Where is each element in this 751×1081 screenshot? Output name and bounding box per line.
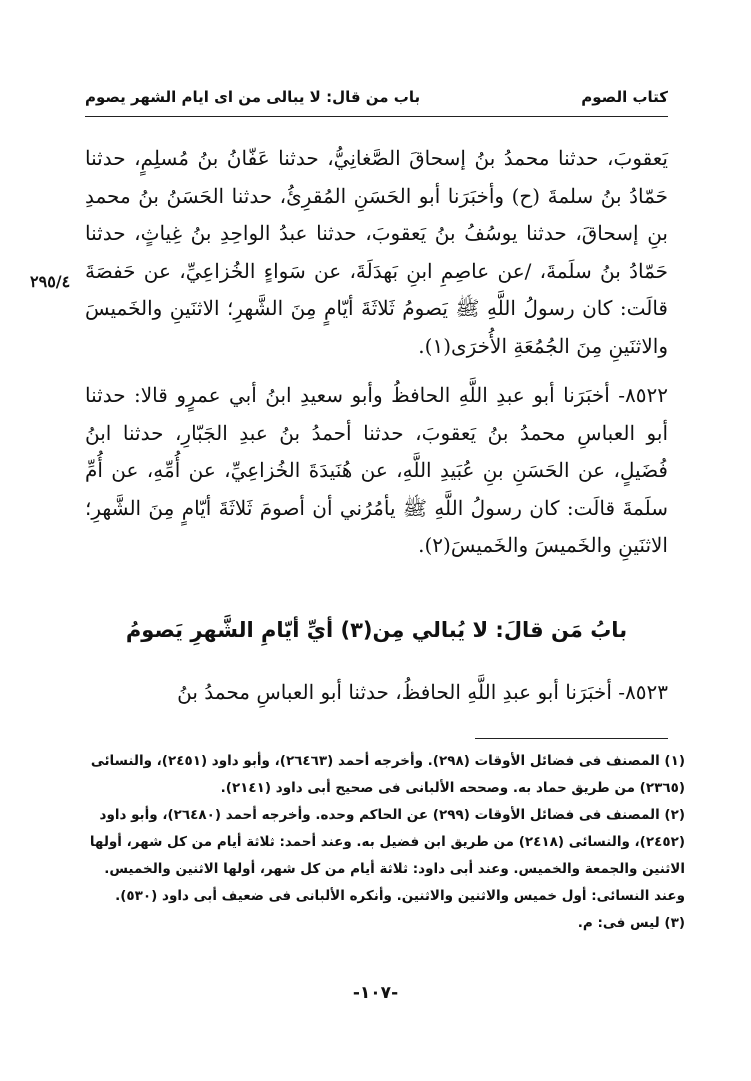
page-header — [85, 80, 668, 117]
footnote: (٣) ليس فى: م. — [577, 915, 685, 931]
hadith-paragraph: ٨٥٢٢- أخبَرَنا أبو عبدِ اللَّهِ الحافظُ وأبو سعيدِ ابنُ أبي عمرٍو قالا: حدثنا أبو العباسِ محمدُ بنُ يَعقوبَ، حدثنا أحمدُ بنُ عبدِ الجَبّارِ، حدثنا ابنُ فُضَيلٍ، عن الحَسَنِ بنِ عُبَيدِ اللَّهِ، عن هُنَيدَةَ الخُزاعِيِّ، عن أُمِّهِ، عن أُمِّ سلَمةَ قالَت: كان رسولُ اللَّهِ ﷺ يأمُرُني أن أصومَ ثَلاثَةَ أيّامٍ مِنَ الشَّهرِ؛ الاثنَينِ والخَميسَ والخَميسَ(٢). — [85, 383, 668, 557]
main-text — [85, 140, 668, 565]
footnote: (٢) المصنف فى فضائل الأوقات (٢٩٩) عن الحاكم وحده. وأخرجه أحمد (٢٦٤٨٠)، وأبو داود (٢٤٥٢)، والنسائى (٢٤١٨) من طريق ابن فضيل به. وعند أحمد: ثلاثة أيام من كل شهر، أولها الاثنين والجمعة والخميس. وعند أبى داود: ثلاثة أيام من كل شهر، أولها الاثنين والخميس. وعند النسائى: أول خميس والاثنين والاثنين. وأنكره الألبانى فى ضعيف أبى داود (٥٣٠). — [89, 807, 685, 904]
footnote: (١) المصنف فى فضائل الأوقات (٢٩٨). وأخرجه أحمد (٢٦٤٦٣)، وأبو داود (٢٤٥١)، والنسائى (٢٣٦٥) من طريق حماد به. وصححه الألبانى فى صحيح أبى داود (٢١٤١). — [90, 753, 685, 796]
book-title: كتاب الصوم — [581, 88, 668, 106]
running-chapter-title: باب من قال: لا يبالى من اى ايام الشهر يصوم — [85, 88, 421, 106]
margin-page-reference: ٢٩٥/٤ — [30, 272, 71, 291]
hadith-paragraph: يَعقوبَ، حدثنا محمدُ بنُ إسحاقَ الصَّغانِيُّ، حدثنا عَفّانُ بنُ مُسلِمٍ، حدثنا حَمّادُ بنُ سلمةَ (ح) وأخبَرَنا أبو الحَسَنِ المُقرِئُ، حدثنا الحَسَنُ بنُ محمدِ بنِ إسحاقَ، حدثنا يوسُفُ بنُ يَعقوبَ، حدثنا عبدُ الواحِدِ بنُ غِياثٍ، حدثنا حَمّادُ بنُ سلَمةَ، /عن عاصِمِ ابنِ بَهدَلَةَ، عن سَواءٍ الخُزاعِيِّ، عن حَفصَةَ قالَت: كان رسولُ اللَّهِ ﷺ يَصومُ ثَلاثَةَ أيّامٍ مِنَ الشَّهرِ؛ الاثنَينِ والخَميسَ والاثنَينِ مِنَ الجُمُعَةِ الأُخرَى(١). — [85, 146, 668, 358]
page-number: -١٠٧- — [352, 983, 399, 1003]
hadith-paragraph: ٨٥٢٣- أخبَرَنا أبو عبدِ اللَّهِ الحافظُ، حدثنا أبو العباسِ محمدُ بنُ — [177, 680, 668, 704]
footnote-divider — [475, 738, 668, 739]
chapter-heading: بابُ مَن قالَ: لا يُبالي مِن(٣) أيِّ أيّامِ الشَّهرِ يَصومُ — [125, 618, 628, 642]
footnotes — [85, 748, 685, 937]
